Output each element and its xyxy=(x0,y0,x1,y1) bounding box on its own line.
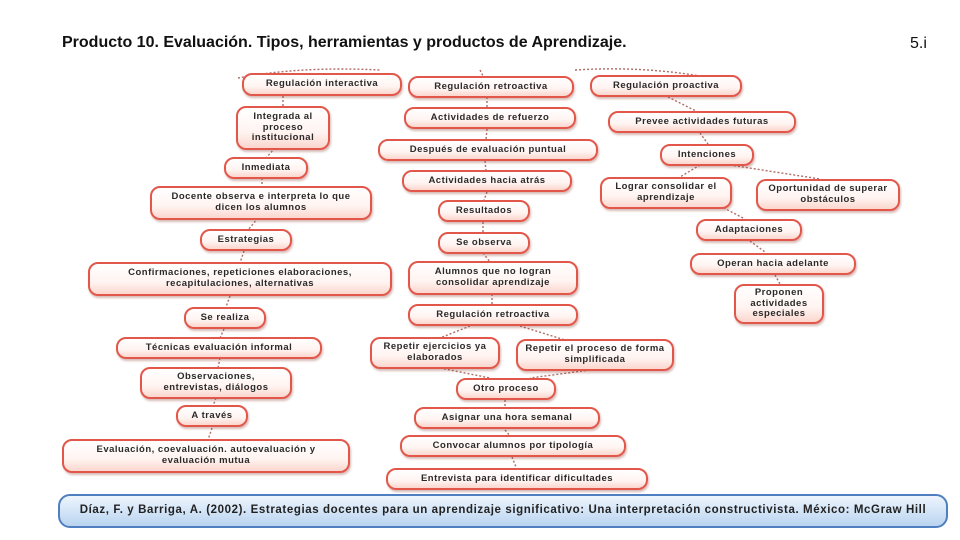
node-a-traves: A través xyxy=(176,405,248,427)
node-se-realiza: Se realiza xyxy=(184,307,266,329)
node-repetir-proceso: Repetir el proceso de forma simplificada xyxy=(516,339,674,371)
node-docente-observa: Docente observa e interpreta lo que dicen los alumnos xyxy=(150,186,372,220)
node-observaciones: Observaciones, entrevistas, diálogos xyxy=(140,367,292,399)
node-se-observa: Se observa xyxy=(438,232,530,254)
node-tecnicas-informal: Técnicas evaluación informal xyxy=(116,337,322,359)
node-entrevista: Entrevista para identificar dificultades xyxy=(386,468,648,490)
node-asignar-hora: Asignar una hora semanal xyxy=(414,407,600,429)
node-repetir-ejercicios: Repetir ejercicios ya elaborados xyxy=(370,337,500,369)
node-resultados: Resultados xyxy=(438,200,530,222)
node-intenciones: Intenciones xyxy=(660,144,754,166)
node-regulacion-proactiva: Regulación proactiva xyxy=(590,75,742,97)
node-regulacion-retroactiva-2: Regulación retroactiva xyxy=(408,304,578,326)
node-estrategias: Estrategias xyxy=(200,229,292,251)
node-actividades-hacia-atras: Actividades hacia atrás xyxy=(402,170,572,192)
node-adaptaciones: Adaptaciones xyxy=(696,219,802,241)
node-inmediata: Inmediata xyxy=(224,157,308,179)
node-actividades-refuerzo: Actividades de refuerzo xyxy=(404,107,576,129)
node-alumnos-no-logran: Alumnos que no logran consolidar aprendizaje xyxy=(408,261,578,295)
node-confirmaciones: Confirmaciones, repeticiones elaboraciones, recapitulaciones, alternativas xyxy=(88,262,392,296)
node-otro-proceso: Otro proceso xyxy=(456,378,556,400)
node-lograr-consolidar: Lograr consolidar el aprendizaje xyxy=(600,177,732,209)
node-prevee-actividades: Prevee actividades futuras xyxy=(608,111,796,133)
slide-number: 5.i xyxy=(910,35,927,52)
reference-citation: Díaz, F. y Barriga, A. (2002). Estrategias docentes para un aprendizaje significativo: Una interpretación constructivista. México: McGraw Hill xyxy=(58,494,948,528)
node-despues-evaluacion: Después de evaluación puntual xyxy=(378,139,598,161)
node-regulacion-retroactiva: Regulación retroactiva xyxy=(408,76,574,98)
node-proponen-actividades: Proponen actividades especiales xyxy=(734,284,824,324)
node-integrada-proceso: Integrada al proceso institucional xyxy=(236,106,330,150)
node-oportunidad: Oportunidad de superar obstáculos xyxy=(756,179,900,211)
node-operan-adelante: Operan hacia adelante xyxy=(690,253,856,275)
node-convocar-alumnos: Convocar alumnos por tipología xyxy=(400,435,626,457)
slide-title: Producto 10. Evaluación. Tipos, herramientas y productos de Aprendizaje. xyxy=(62,34,627,51)
node-evaluacion-coevaluacion: Evaluación, coevaluación. autoevaluación y evaluación mutua xyxy=(62,439,350,473)
node-regulacion-interactiva: Regulación interactiva xyxy=(242,73,402,96)
